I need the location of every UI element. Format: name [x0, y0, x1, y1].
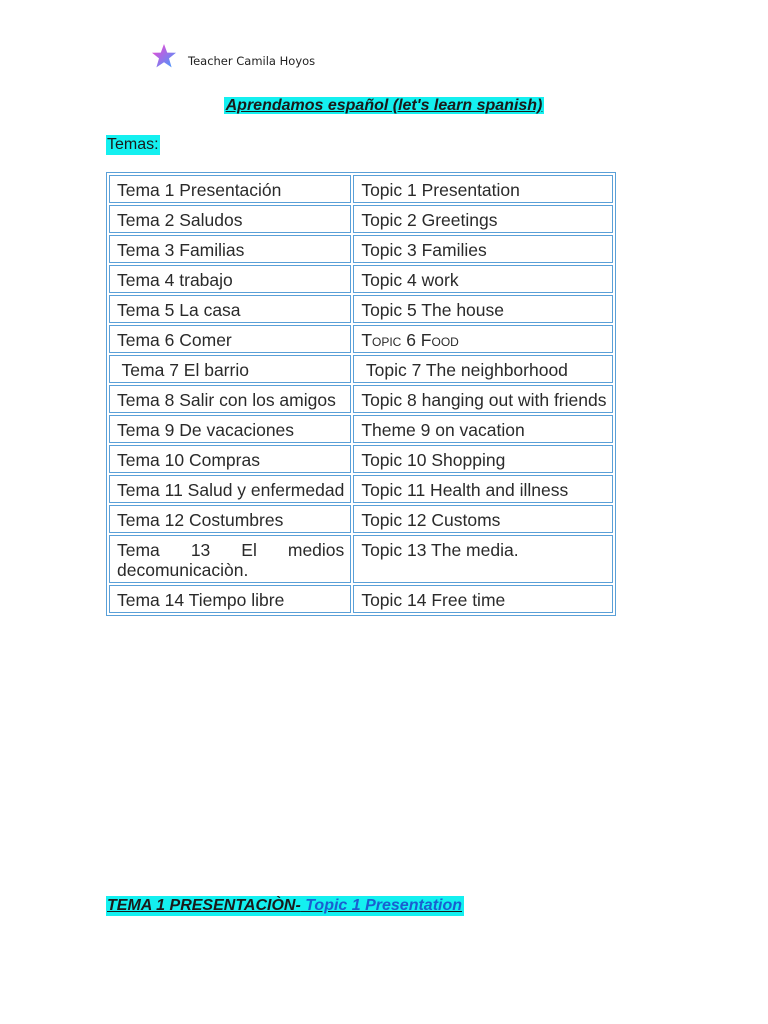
- topic-en-cell: Topic 10 Shopping: [353, 445, 613, 473]
- topic-en-cell: Topic 5 The house: [353, 295, 613, 323]
- topic-en-cell: Topic 1 Presentation: [353, 175, 613, 203]
- table-row: [109, 205, 613, 233]
- section-heading: [106, 896, 464, 916]
- wrapped-line: decomunicaciòn.: [117, 560, 249, 580]
- topic-en-cell: Topic 4 work: [353, 265, 613, 293]
- topic-en-cell: Topic 6 Food: [353, 325, 613, 353]
- justified-line: [117, 540, 344, 560]
- table-row: [109, 355, 613, 383]
- topic-es-cell: Tema 12 Costumbres: [109, 505, 351, 533]
- table-row: [109, 385, 613, 413]
- table-row: [109, 535, 613, 583]
- topic-en-cell: Topic 2 Greetings: [353, 205, 613, 233]
- topic-es-cell: Tema 6 Comer: [109, 325, 351, 353]
- topic-en-cell: Topic 14 Free time: [353, 585, 613, 613]
- topic-es-cell: Tema 2 Saludos: [109, 205, 351, 233]
- topic-en-cell: Topic 12 Customs: [353, 505, 613, 533]
- document-title: [0, 97, 768, 115]
- table-row: [109, 505, 613, 533]
- topic-es-cell: Tema 3 Familias: [109, 235, 351, 263]
- document-title-text: Aprendamos español (let's learn spanish): [225, 97, 543, 114]
- table-row: [109, 585, 613, 613]
- table-row: [109, 475, 613, 503]
- word: medios: [287, 540, 345, 560]
- table-row: [109, 235, 613, 263]
- topic-en-cell: Topic 7 The neighborhood: [353, 355, 613, 383]
- topic-es-cell: Tema 10 Compras: [109, 445, 351, 473]
- section-heading-en: Topic 1 Presentation: [300, 897, 463, 914]
- table-row: [109, 265, 613, 293]
- word: Tema: [117, 540, 160, 560]
- table-row: [109, 325, 613, 353]
- topic-es-cell: Tema 11 Salud y enfermedad: [109, 475, 351, 503]
- topic-es-cell: Tema 7 El barrio: [109, 355, 351, 383]
- temas-label: Temas:: [107, 136, 159, 153]
- topic-en-cell: Topic 3 Families: [353, 235, 613, 263]
- teacher-name: Teacher Camila Hoyos: [188, 54, 316, 68]
- section-heading-es: TEMA 1 PRESENTACIÒN-: [107, 897, 301, 914]
- topics-table: [106, 172, 616, 616]
- star-icon: [150, 42, 178, 70]
- topic-es-cell: Tema 14 Tiempo libre: [109, 585, 351, 613]
- topic-en-cell: Theme 9 on vacation: [353, 415, 613, 443]
- table-row: [109, 295, 613, 323]
- header: [150, 40, 315, 72]
- topic-es-cell: Tema 5 La casa: [109, 295, 351, 323]
- topic-es-cell: Tema 9 De vacaciones: [109, 415, 351, 443]
- table-row: [109, 445, 613, 473]
- topic-en-cell: Topic 11 Health and illness: [353, 475, 613, 503]
- topic-es-cell: Tema 8 Salir con los amigos: [109, 385, 351, 413]
- topic-en-cell: Topic 8 hanging out with friends: [353, 385, 613, 413]
- table-row: [109, 415, 613, 443]
- topic-en-cell: Topic 13 The media.: [353, 535, 613, 583]
- topic-es-cell: Tema 1 Presentación: [109, 175, 351, 203]
- table-row: [109, 175, 613, 203]
- topic-es-cell: Tema 4 trabajo: [109, 265, 351, 293]
- word: 13: [190, 540, 211, 560]
- word: El: [241, 540, 257, 560]
- topic-es-cell: [109, 535, 351, 583]
